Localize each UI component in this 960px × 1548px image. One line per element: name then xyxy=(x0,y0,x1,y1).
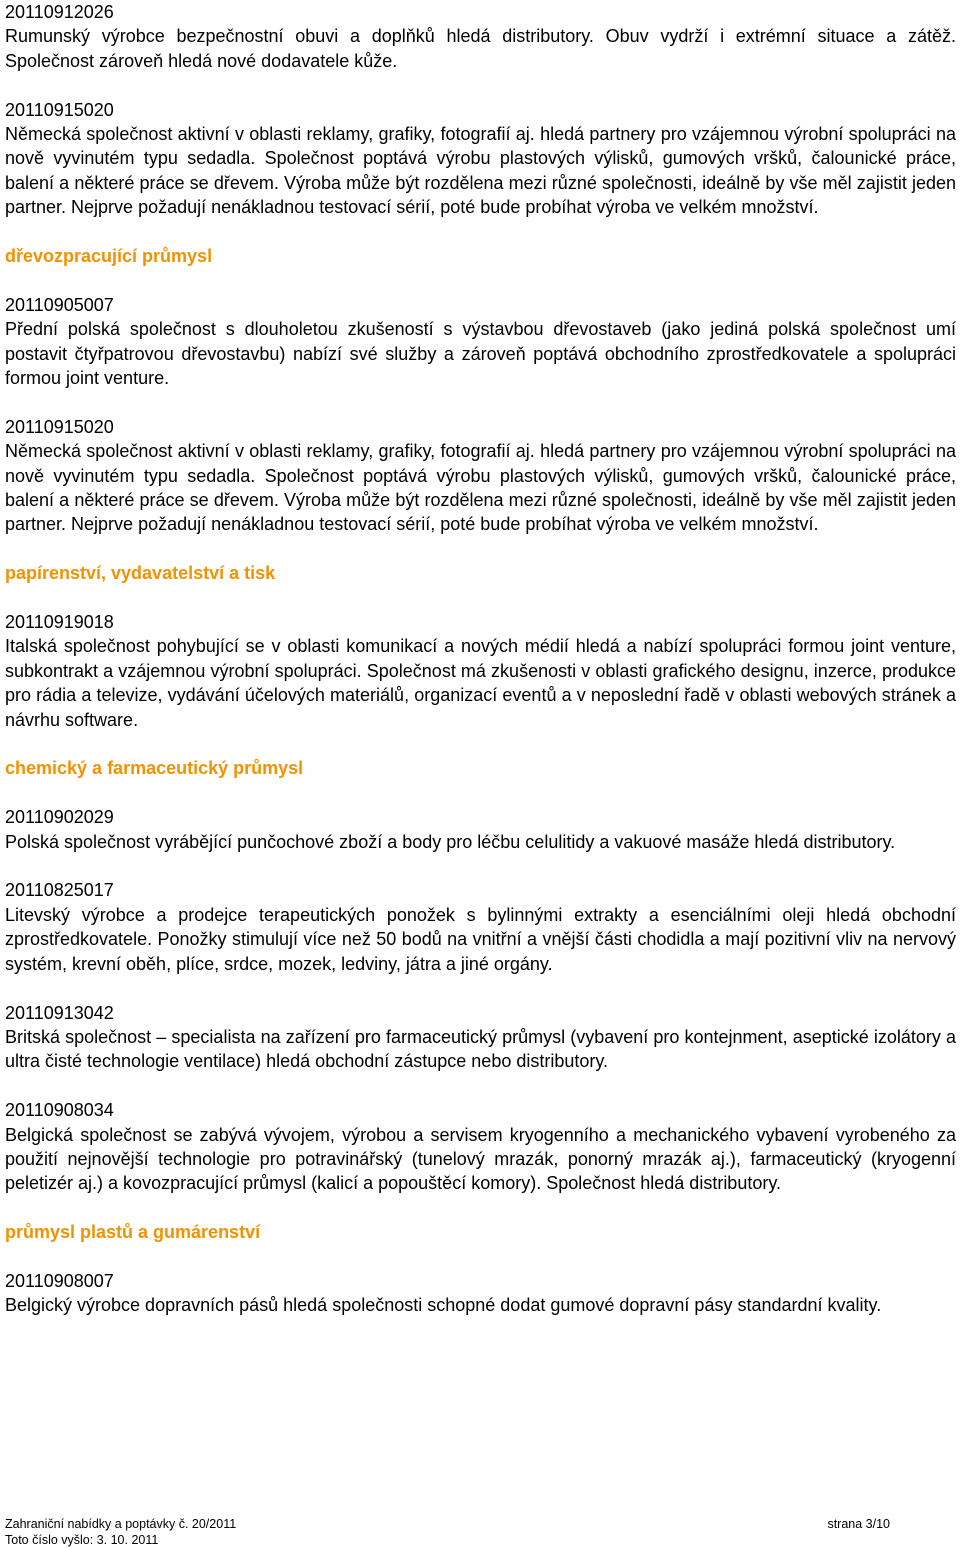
spacer xyxy=(5,220,956,244)
section-heading: papírenství, vydavatelství a tisk xyxy=(5,563,276,584)
offer-text: Italská společnost pohybující se v oblasti komunikací a nových médií hledá a nabízí spolupráci formou joint venture, subkontrakt a vzájemnou výrobní spolupráci. Společnost má zkušenosti v oblasti grafického designu, inzerce, produkce pro rádia a televize, vydávání účelových materiálů, organizací eventů a v neposlední řadě v oblasti webových stránek a návrhu software. xyxy=(5,636,956,730)
offer-entry xyxy=(5,293,956,391)
footer-issue-date: Toto číslo vyšlo: 3. 10. 2011 xyxy=(5,1533,159,1547)
offer-id: 20110915020 xyxy=(5,416,114,437)
spacer xyxy=(5,976,956,1000)
offer-id: 20110915020 xyxy=(5,99,114,120)
offer-id: 20110902029 xyxy=(5,807,114,828)
footer-publication: Zahraniční nabídky a poptávky č. 20/2011 xyxy=(5,1517,237,1531)
spacer xyxy=(5,73,956,97)
spacer xyxy=(5,390,956,414)
footer-page-number: strana 3/10 xyxy=(827,1517,890,1531)
spacer xyxy=(5,1196,956,1220)
section-heading: chemický a farmaceutický průmysl xyxy=(5,758,304,779)
spacer xyxy=(5,781,956,805)
offer-id: 20110919018 xyxy=(5,612,114,633)
offer-text: Přední polská společnost s dlouholetou zkušeností s výstavbou dřevostaveb (jako jediná polská společnost umí postavit čtyřpatrovou dřevostavbu) nabízí své služby a zároveň poptává obchodního zprostředkovatele a spolupráci formou joint venture. xyxy=(5,319,956,389)
offer-id: 20110905007 xyxy=(5,294,114,315)
offer-id: 20110825017 xyxy=(5,880,114,901)
offer-entry xyxy=(5,805,956,854)
section-heading: průmysl plastů a gumárenství xyxy=(5,1222,261,1243)
offer-entry xyxy=(5,98,956,220)
document-body xyxy=(5,0,956,1318)
offer-text: Belgický výrobce dopravních pásů hledá společnosti schopné dodat gumové dopravní pásy standardní kvality. xyxy=(5,1295,882,1316)
offer-id: 20110908007 xyxy=(5,1270,114,1291)
offer-id: 20110913042 xyxy=(5,1002,114,1023)
offer-entry xyxy=(5,1001,956,1074)
offer-entry xyxy=(5,878,956,976)
spacer xyxy=(5,537,956,561)
offer-text: Litevský výrobce a prodejce terapeutických ponožek s bylinnými extrakty a esenciálními oleji hledá obchodní zprostředkovatele. Ponožky stimulují více než 50 bodů na vnitřní a vnější části chodidla a mají pozitivní vliv na nervový systém, krevní oběh, plíce, srdce, mozek, ledviny, játra a jiné orgány. xyxy=(5,904,956,974)
spacer xyxy=(5,1245,956,1269)
offer-id: 20110908034 xyxy=(5,1100,114,1121)
offer-id: 20110912026 xyxy=(5,2,114,22)
offer-entry xyxy=(5,1269,956,1318)
offer-text: Německá společnost aktivní v oblasti reklamy, grafiky, fotografií aj. hledá partnery pro vzájemnou výrobní spolupráci na nově vyvinutém typu sedadla. Společnost poptává výrobu plastových výlisků, gumových vršků, čalounické práce, balení a některé práce se dřevem. Výroba může být rozdělena mezi různé společnosti, ideálně by vše měl zajistit jeden partner. Nejprve požadují nenákladnou testovací sérií, poté bude probíhat výroba ve velkém množství. xyxy=(5,441,956,535)
section-heading: dřevozpracující průmysl xyxy=(5,246,213,267)
spacer xyxy=(5,586,956,610)
offer-text: Rumunský výrobce bezpečnostní obuvi a doplňků hledá distributory. Obuv vydrží i extrémní situace a zátěž. Společnost zároveň hledá nové dodavatele kůže. xyxy=(5,26,956,71)
page-footer xyxy=(5,1516,890,1548)
offer-text: Polská společnost vyrábějící punčochové zboží a body pro léčbu celulitidy a vakuové masáže hledá distributory. xyxy=(5,831,896,852)
spacer xyxy=(5,732,956,756)
offer-entry xyxy=(5,0,956,73)
offer-text: Britská společnost – specialista na zařízení pro farmaceutický průmysl (vybavení pro kontejnment, aseptické izolátory a ultra čisté technologie ventilace) hledá obchodní zástupce nebo distributory. xyxy=(5,1026,956,1072)
spacer xyxy=(5,854,956,878)
offer-text: Belgická společnost se zabývá vývojem, výrobou a servisem kryogenního a mechanického vybavení vyrobeného za použití nejnovější technologie pro potravinářský (tunelový mrazák, ponorný mrazák aj.), farmaceutický (kryogenní peletizér aj.) a kovozpracující průmysl (kalicí a popouštěcí komory). Společnost hledá distributory. xyxy=(5,1124,956,1194)
offer-entry xyxy=(5,610,956,732)
spacer xyxy=(5,1074,956,1098)
spacer xyxy=(5,268,956,292)
offer-entry xyxy=(5,1098,956,1196)
offer-entry xyxy=(5,415,956,537)
offer-text: Německá společnost aktivní v oblasti reklamy, grafiky, fotografií aj. hledá partnery pro vzájemnou výrobní spolupráci na nově vyvinutém typu sedadla. Společnost poptává výrobu plastových výlisků, gumových vršků, čalounické práce, balení a některé práce se dřevem. Výroba může být rozdělena mezi různé společnosti, ideálně by vše měl zajistit jeden partner. Nejprve požadují nenákladnou testovací sérií, poté bude probíhat výroba ve velkém množství. xyxy=(5,124,956,218)
